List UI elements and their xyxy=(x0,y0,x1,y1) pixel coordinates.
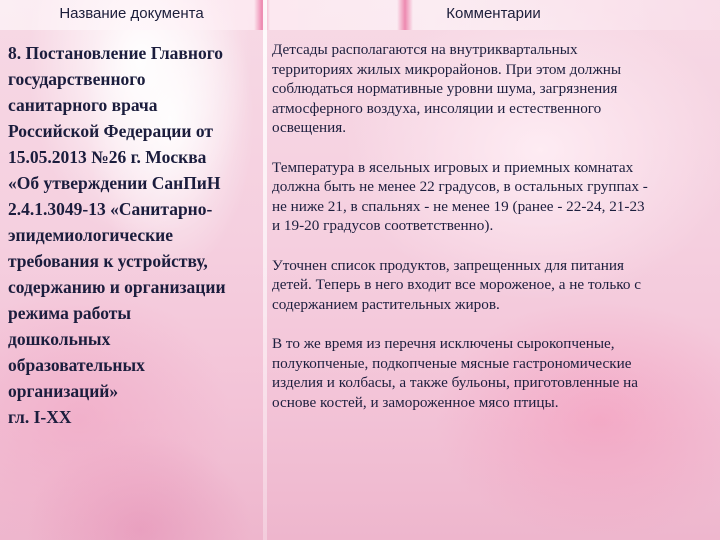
column-header-document-name: Название документа xyxy=(59,5,204,22)
comment-paragraph: Температура в ясельных игровых и приемных комнатах должна быть не менее 22 градусов, в остальных группах - не ниже 21, в спальнях - не менее 19 (ранее - 22-24, 21-23 и 19-20 градусов соответственно). xyxy=(272,158,648,234)
comments-column xyxy=(272,40,717,432)
comment-paragraph: Уточнен список продуктов, запрещенных для питания детей. Теперь в него входит все мороженое, а не только с содержанием растительных жиров. xyxy=(272,256,642,313)
column-header-comments: Комментарии xyxy=(446,5,541,22)
comment-paragraph: Детсады располагаются на внутриквартальных территориях жилых микрорайонов. При этом должны соблюдаться нормативные уровни шума, загрязнения атмосферного воздуха, инсоляции и естественного освещения. xyxy=(272,41,622,136)
comment-paragraph: В то же время из перечня исключены сырокопченые, полукопченые, подкопченые мясные гастрономические изделия и колбасы, а также бульоны, приготовленные на основе костей, и замороженное мясо птицы. xyxy=(272,335,639,411)
column-divider xyxy=(263,0,267,540)
document-title: 8. Постановление Главного государственного санитарного врача Российской Федерации от 15.05.2013 №26 г. Москва «Об утверждении СанПиН 2.4.1.3049-13 «Санитарно- эпидемиологические требования к устройству, содержанию и организации режима работы дошкольных образовательных организаций» гл. I-XX xyxy=(8,43,226,427)
